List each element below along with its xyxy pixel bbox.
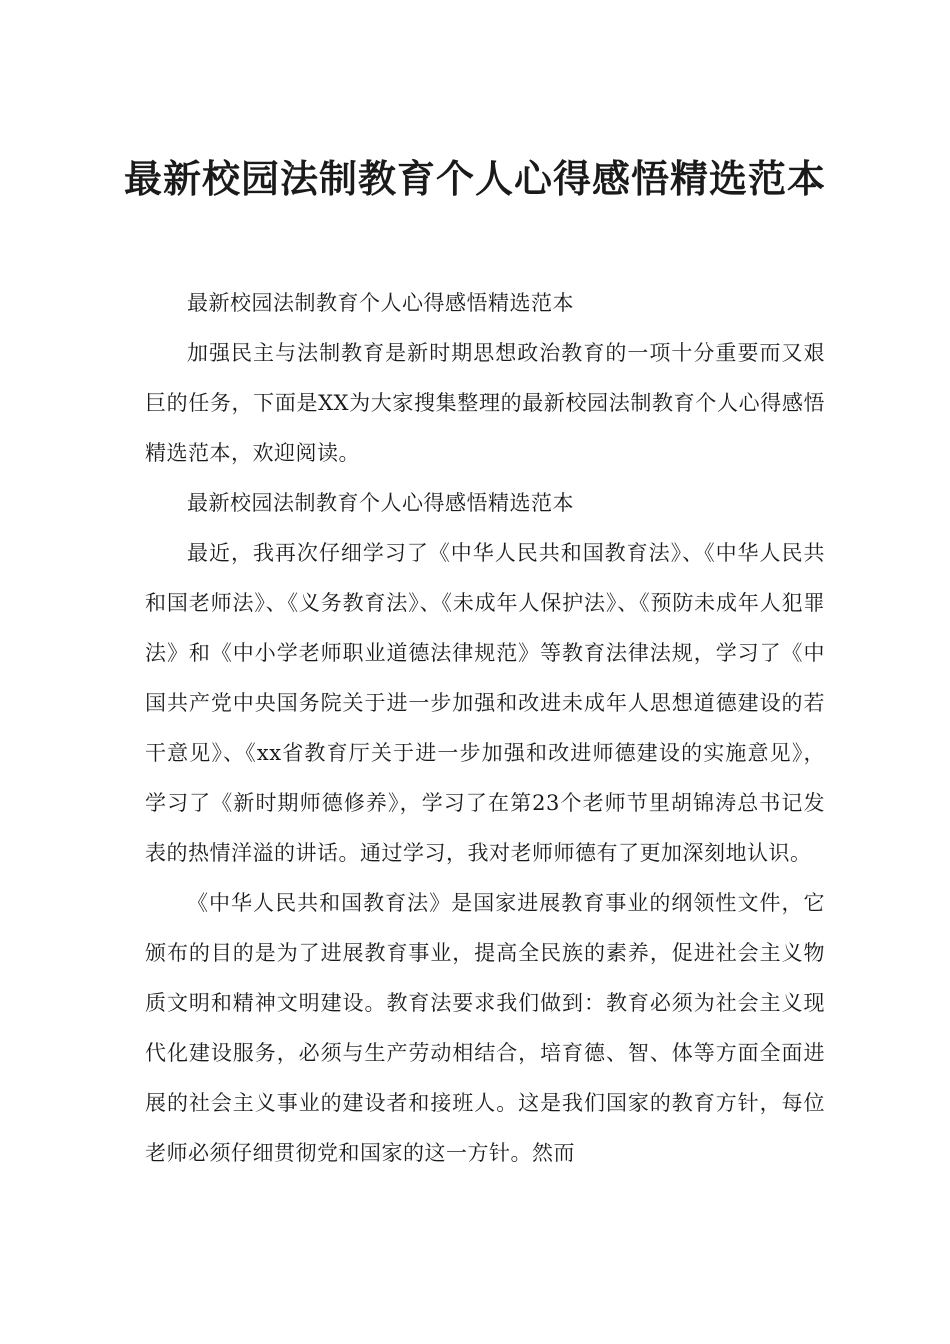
paragraph-subtitle: 最新校园法制教育个人心得感悟精选范本: [187, 291, 574, 315]
document-title: 最新校园法制教育个人心得感悟精选范本: [123, 157, 826, 202]
paragraph-subtitle-repeat: 最新校园法制教育个人心得感悟精选范本: [187, 491, 574, 515]
paragraph-study-laws: 最近，我再次仔细学习了《中华人民共和国教育法》、《中华人民共和国老师法》、《义务教育法》、《未成年人保护法》、《预防未成年人犯罪法》和《中小学老师职业道德法律规范》等教育法律法规，学习了《中国共产党中央国务院关于进一步加强和改进未成年人思想道德建设的若干意见》、《xx省教育厅关于进一步加强和改进师德建设的实施意见》，学习了《新时期师德修养》，学习了在第23个老师节里胡锦涛总书记发表的热情洋溢的讲话。通过学习，我对老师师德有了更加深刻地认识。: [145, 541, 825, 865]
document-body: [145, 278, 825, 1178]
paragraph-intro: 加强民主与法制教育是新时期思想政治教育的一项十分重要而又艰巨的任务，下面是XX为大家搜集整理的最新校园法制教育个人心得感悟精选范本，欢迎阅读。: [145, 341, 825, 465]
paragraph-education-law: 《中华人民共和国教育法》是国家进展教育事业的纲领性文件，它颁布的目的是为了进展教育事业，提高全民族的素养，促进社会主义物质文明和精神文明建设。教育法要求我们做到：教育必须为社会主义现代化建设服务，必须与生产劳动相结合，培育德、智、体等方面全面进展的社会主义事业的建设者和接班人。这是我们国家的教育方针，每位老师必须仔细贯彻党和国家的这一方针。然而: [145, 891, 825, 1165]
